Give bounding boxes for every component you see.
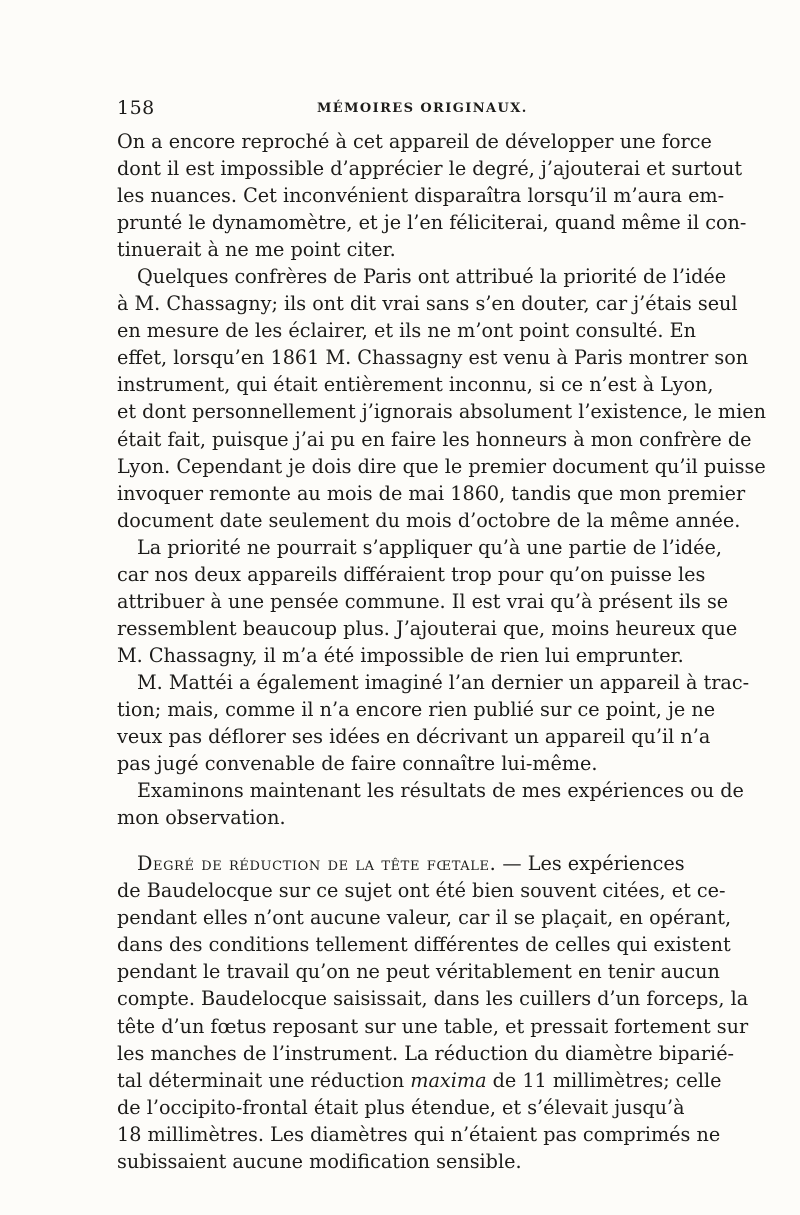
text-line: compte. Baudelocque saisissait, dans les cuillers d’un forceps, la	[117, 987, 749, 1011]
text-line: et dont personnellement j’ignorais absolument l’existence, le mien	[117, 400, 766, 424]
text-line: Examinons maintenant les résultats de mes expériences ou de	[137, 779, 744, 803]
text-line: était fait, puisque j’ai pu en faire les honneurs à mon confrère de	[117, 427, 752, 451]
text-line: prunté le dynamomètre, et je l’en féliciterai, quand même il con-	[117, 211, 747, 235]
page-header	[117, 97, 683, 121]
text-line: M. Chassagny, il m’a été impossible de rien lui emprunter.	[117, 643, 684, 667]
text-line: Lyon. Cependant je dois dire que le premier document qu’il puisse	[117, 454, 766, 478]
section-heading-line	[117, 850, 683, 877]
text-line: tion; mais, comme il n’a encore rien publié sur ce point, je ne	[117, 697, 716, 721]
text-line: ressemblent beaucoup plus. J’ajouterai que, moins heureux que	[117, 616, 738, 640]
text-line: mon observation.	[117, 806, 286, 830]
text-line: les manches de l’instrument. La réduction du diamètre biparié-	[117, 1041, 735, 1065]
text-line: de l’occipito-frontal était plus étendue, et s’élevait jusqu’à	[117, 1095, 685, 1119]
text-line: instrument, qui était entièrement inconnu, si ce n’est à Lyon,	[117, 373, 714, 397]
text-line: pendant le travail qu’on ne peut véritablement en tenir aucun	[117, 960, 720, 984]
text-line: invoquer remonte au mois de mai 1860, tandis que mon premier	[117, 481, 746, 505]
text-line: effet, lorsqu’en 1861 M. Chassagny est venu à Paris montrer son	[117, 346, 749, 370]
text-line: On a encore reproché à cet appareil de développer une force	[117, 130, 712, 153]
text-line: tête d’un fœtus reposant sur une table, et pressait fortement sur	[117, 1014, 749, 1038]
text-line: M. Mattéi a également imaginé l’an dernier un appareil à trac-	[137, 670, 750, 694]
text-line: dans des conditions tellement différentes de celles qui existent	[117, 933, 731, 957]
text-line: de Baudelocque sur ce sujet ont été bien souvent citées, et ce-	[117, 879, 726, 903]
text-line: pendant elles n’ont aucune valeur, car il se plaçait, en opérant,	[117, 906, 732, 930]
text-line: dont il est impossible d’apprécier le degré, j’ajouterai et surtout	[117, 157, 743, 181]
section-text: Les expériences	[527, 852, 685, 876]
text-fragment: tal déterminait une réduction	[117, 1068, 411, 1092]
running-title: MÉMOIRES ORIGINAUX.	[317, 101, 528, 116]
page-number: 158	[117, 97, 155, 119]
text-line: en mesure de les éclairer, et ils ne m’ont point consulté. En	[117, 319, 696, 343]
text-line: veux pas déflorer ses idées en décrivant un appareil qu’il n’a	[117, 725, 711, 749]
text-line: subissaient aucune modification sensible.	[117, 1149, 522, 1173]
text-line: tinuerait à ne me point citer.	[117, 238, 396, 262]
text-line: pas jugé convenable de faire connaître lui-même.	[117, 752, 598, 776]
text-line: à M. Chassagny; ils ont dit vrai sans s’en douter, car j’étais seul	[117, 292, 738, 316]
text-line: La priorité ne pourrait s’appliquer qu’à une partie de l’idée,	[137, 535, 722, 559]
body-text	[117, 128, 766, 1175]
text-line: les nuances. Cet inconvénient disparaîtra lorsqu’il m’aura em-	[117, 184, 725, 208]
text-line-with-italic	[117, 1067, 722, 1094]
text-line: attribuer à une pensée commune. Il est vrai qu’à présent ils se	[117, 589, 729, 613]
text-line: Quelques confrères de Paris ont attribué la priorité de l’idée	[137, 265, 727, 289]
em-dash: —	[496, 852, 528, 876]
section-title: Degré de réduction de la tête fœtale.	[137, 852, 497, 876]
text-line: car nos deux appareils différaient trop pour qu’on puisse les	[117, 562, 706, 586]
text-fragment: de 11 millimètres; celle	[486, 1068, 722, 1092]
text-line: document date seulement du mois d’octobre de la même année.	[117, 508, 741, 532]
text-line: 18 millimètres. Les diamètres qui n’étaient pas comprimés ne	[117, 1122, 721, 1146]
italic-term: maxima	[410, 1068, 487, 1092]
